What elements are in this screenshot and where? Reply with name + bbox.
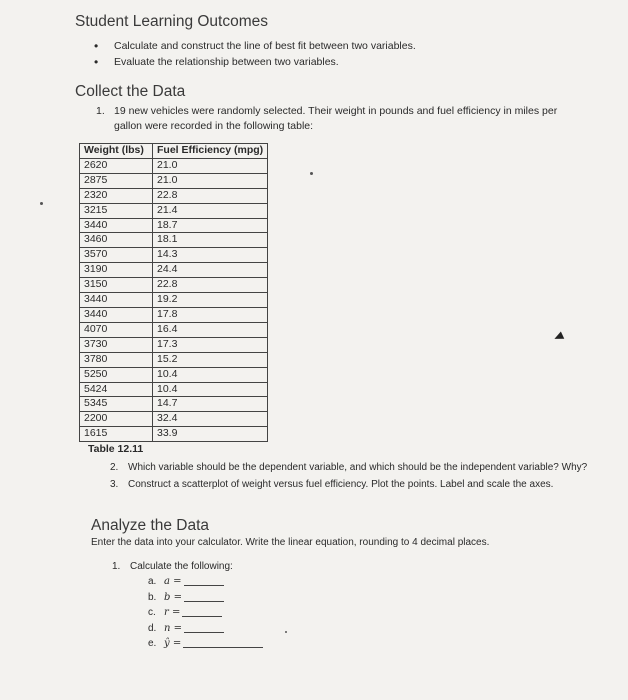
cell-fuel-efficiency: 21.0 <box>153 158 268 173</box>
table-row <box>80 248 268 263</box>
calc-item-d <box>148 621 263 637</box>
item-variable: a = <box>164 576 182 587</box>
table-row <box>80 233 268 248</box>
stray-mark <box>310 172 313 175</box>
calc-item-c <box>148 605 263 621</box>
column-header-weight: Weight (lbs) <box>80 144 153 159</box>
question-number: 1. <box>112 561 121 572</box>
cell-fuel-efficiency: 14.3 <box>153 248 268 263</box>
stray-mark <box>285 631 287 633</box>
table-row <box>80 367 268 382</box>
cell-weight: 3440 <box>80 293 153 308</box>
cell-fuel-efficiency: 10.4 <box>153 367 268 382</box>
cell-weight: 5345 <box>80 397 153 412</box>
cell-fuel-efficiency: 17.3 <box>153 337 268 352</box>
cell-fuel-efficiency: 17.8 <box>153 307 268 322</box>
table-caption: Table 12.11 <box>88 443 144 455</box>
table-row <box>80 278 268 293</box>
cell-weight: 2320 <box>80 188 153 203</box>
item-letter: e. <box>148 638 157 649</box>
cell-weight: 4070 <box>80 322 153 337</box>
cell-weight: 3440 <box>80 307 153 322</box>
cell-fuel-efficiency: 22.8 <box>153 278 268 293</box>
cell-fuel-efficiency: 15.2 <box>153 352 268 367</box>
cell-fuel-efficiency: 10.4 <box>153 382 268 397</box>
cell-fuel-efficiency: 19.2 <box>153 293 268 308</box>
vehicle-data-table <box>79 143 268 442</box>
question-text: Which variable should be the dependent variable, and which should be the independent variable? Why? <box>128 462 588 473</box>
table-row <box>80 218 268 233</box>
item-letter: a. <box>148 576 157 587</box>
question-3 <box>110 478 590 492</box>
cell-weight: 2875 <box>80 173 153 188</box>
question-text: Calculate the following: <box>130 561 233 572</box>
answer-blank[interactable] <box>184 585 224 586</box>
table-row <box>80 307 268 322</box>
outcomes-list <box>94 38 416 70</box>
question-2 <box>110 461 590 475</box>
answer-blank[interactable] <box>183 647 263 648</box>
table-row <box>80 397 268 412</box>
outcome-item: • Evaluate the relationship between two variables. <box>94 54 416 70</box>
calc-item-b <box>148 590 263 606</box>
table-row <box>80 427 268 442</box>
cell-weight: 5424 <box>80 382 153 397</box>
calc-item-e <box>148 636 263 652</box>
analyze-instruction: Enter the data into your calculator. Write the linear equation, rounding to 4 decimal places. <box>91 537 490 548</box>
table-row <box>80 412 268 427</box>
answer-blank[interactable] <box>184 601 224 602</box>
table-row <box>80 188 268 203</box>
calc-items-list <box>148 574 263 652</box>
table-row <box>80 263 268 278</box>
item-letter: d. <box>148 622 157 634</box>
section-title-analyze-data: Analyze the Data <box>91 517 210 534</box>
item-variable: ŷ = <box>164 638 182 649</box>
table-row <box>80 322 268 337</box>
table-row <box>80 173 268 188</box>
cell-fuel-efficiency: 18.7 <box>153 218 268 233</box>
table-row <box>80 352 268 367</box>
question-list <box>110 461 590 495</box>
cell-weight: 3440 <box>80 218 153 233</box>
outcome-item: • Calculate and construct the line of best fit between two variables. <box>94 38 416 54</box>
item-variable: n = <box>164 622 182 634</box>
column-header-fuel-efficiency: Fuel Efficiency (mpg) <box>153 144 268 159</box>
question-number: 2. <box>110 462 119 473</box>
question-text: Construct a scatterplot of weight versus fuel efficiency. Plot the points. Label and scale the axes. <box>128 479 554 490</box>
table-row <box>80 337 268 352</box>
cell-weight: 2200 <box>80 412 153 427</box>
cell-weight: 3730 <box>80 337 153 352</box>
cell-fuel-efficiency: 32.4 <box>153 412 268 427</box>
cell-fuel-efficiency: 16.4 <box>153 322 268 337</box>
table-row <box>80 293 268 308</box>
table-row <box>80 382 268 397</box>
cell-weight: 3460 <box>80 233 153 248</box>
cell-fuel-efficiency: 22.8 <box>153 188 268 203</box>
calc-item-a <box>148 574 263 590</box>
item-letter: b. <box>148 591 157 603</box>
cell-fuel-efficiency: 33.9 <box>153 427 268 442</box>
section-title-collect-data: Collect the Data <box>75 83 186 100</box>
section-title-learning-outcomes: Student Learning Outcomes <box>75 13 269 30</box>
answer-blank[interactable] <box>182 616 222 617</box>
table-header-row <box>80 144 268 159</box>
cell-weight: 1615 <box>80 427 153 442</box>
question-number: 1. <box>96 105 105 117</box>
cell-fuel-efficiency: 21.0 <box>153 173 268 188</box>
answer-blank[interactable] <box>184 632 224 633</box>
cell-fuel-efficiency: 21.4 <box>153 203 268 218</box>
cell-weight: 3780 <box>80 352 153 367</box>
stray-mark <box>40 202 43 205</box>
cell-weight: 3150 <box>80 278 153 293</box>
question-text: 19 new vehicles were randomly selected. Their weight in pounds and fuel efficiency in miles per gallon were recorded in the following table: <box>114 105 558 132</box>
table-row <box>80 203 268 218</box>
item-variable: b = <box>164 591 182 603</box>
cell-weight: 3190 <box>80 263 153 278</box>
item-variable: r = <box>164 607 181 618</box>
cell-weight: 2620 <box>80 158 153 173</box>
table-row <box>80 158 268 173</box>
cell-fuel-efficiency: 14.7 <box>153 397 268 412</box>
cell-fuel-efficiency: 18.1 <box>153 233 268 248</box>
cell-weight: 3570 <box>80 248 153 263</box>
cell-fuel-efficiency: 24.4 <box>153 263 268 278</box>
cell-weight: 3215 <box>80 203 153 218</box>
cursor-arrow-icon <box>553 331 565 342</box>
question-number: 3. <box>110 479 119 490</box>
cell-weight: 5250 <box>80 367 153 382</box>
item-letter: c. <box>148 607 156 618</box>
